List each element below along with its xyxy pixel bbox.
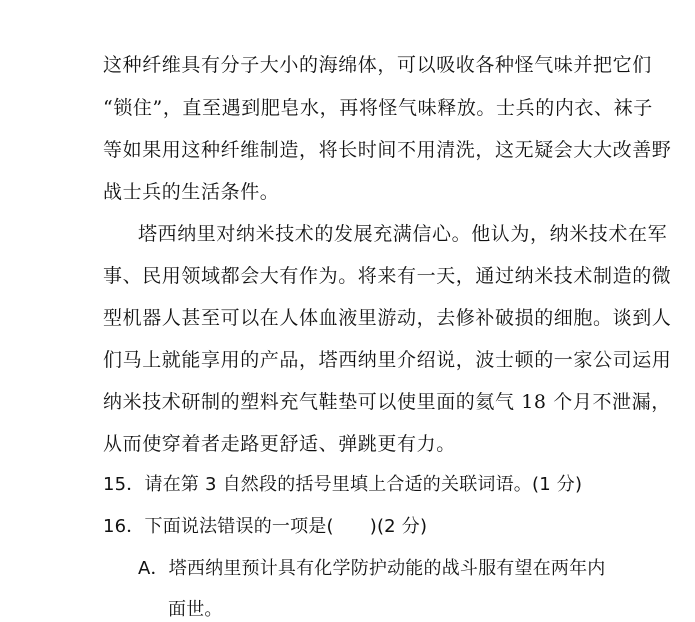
paragraph-4-line-2: 事、民用领域都会大有作为。将来有一天，通过纳米技术制造的微 bbox=[103, 265, 672, 287]
paragraph-4-line-3: 型机器人甚至可以在人体血液里游动，去修补破损的细胞。谈到人 bbox=[103, 307, 672, 329]
question-16-text: 16．下面说法错误的一项是( bbox=[103, 516, 334, 537]
paragraph-4-line-5: 纳米技术研制的塑料充气鞋垫可以使里面的氦气 18 个月不泄漏， bbox=[103, 391, 671, 413]
paragraph-4-line-4: 们马上就能享用的产品，塔西纳里介绍说，波士顿的一家公司运用 bbox=[103, 349, 672, 371]
paragraph-4-line-1: 塔西纳里对纳米技术的发展充满信心。他认为，纳米技术在军 bbox=[138, 223, 668, 245]
paragraph-3-line-3: 等如果用这种纤维制造，将长时间不用清洗，这无疑会大大改善野 bbox=[103, 139, 672, 161]
option-a-line-2: 面世。 bbox=[168, 599, 223, 620]
option-a-line-1: A．塔西纳里预计具有化学防护动能的战斗服有望在两年内 bbox=[138, 558, 606, 579]
question-16 bbox=[103, 515, 427, 539]
paragraph-4-line-6: 从而使穿着者走路更舒适、弹跳更有力。 bbox=[103, 433, 456, 455]
paragraph-3-line-4: 战士兵的生活条件。 bbox=[103, 181, 280, 203]
question-16-score: )(2 分) bbox=[369, 516, 428, 537]
paragraph-3-line-2: “锁住”，直至遇到肥皂水，再将怪气味释放。士兵的内衣、袜子 bbox=[103, 97, 653, 119]
question-15: 15．请在第 3 自然段的括号里填上合适的关联词语。(1 分) bbox=[103, 474, 583, 495]
paragraph-3-line-1: 这种纤维具有分子大小的海绵体，可以吸收各种怪气味并把它们 bbox=[103, 54, 652, 76]
